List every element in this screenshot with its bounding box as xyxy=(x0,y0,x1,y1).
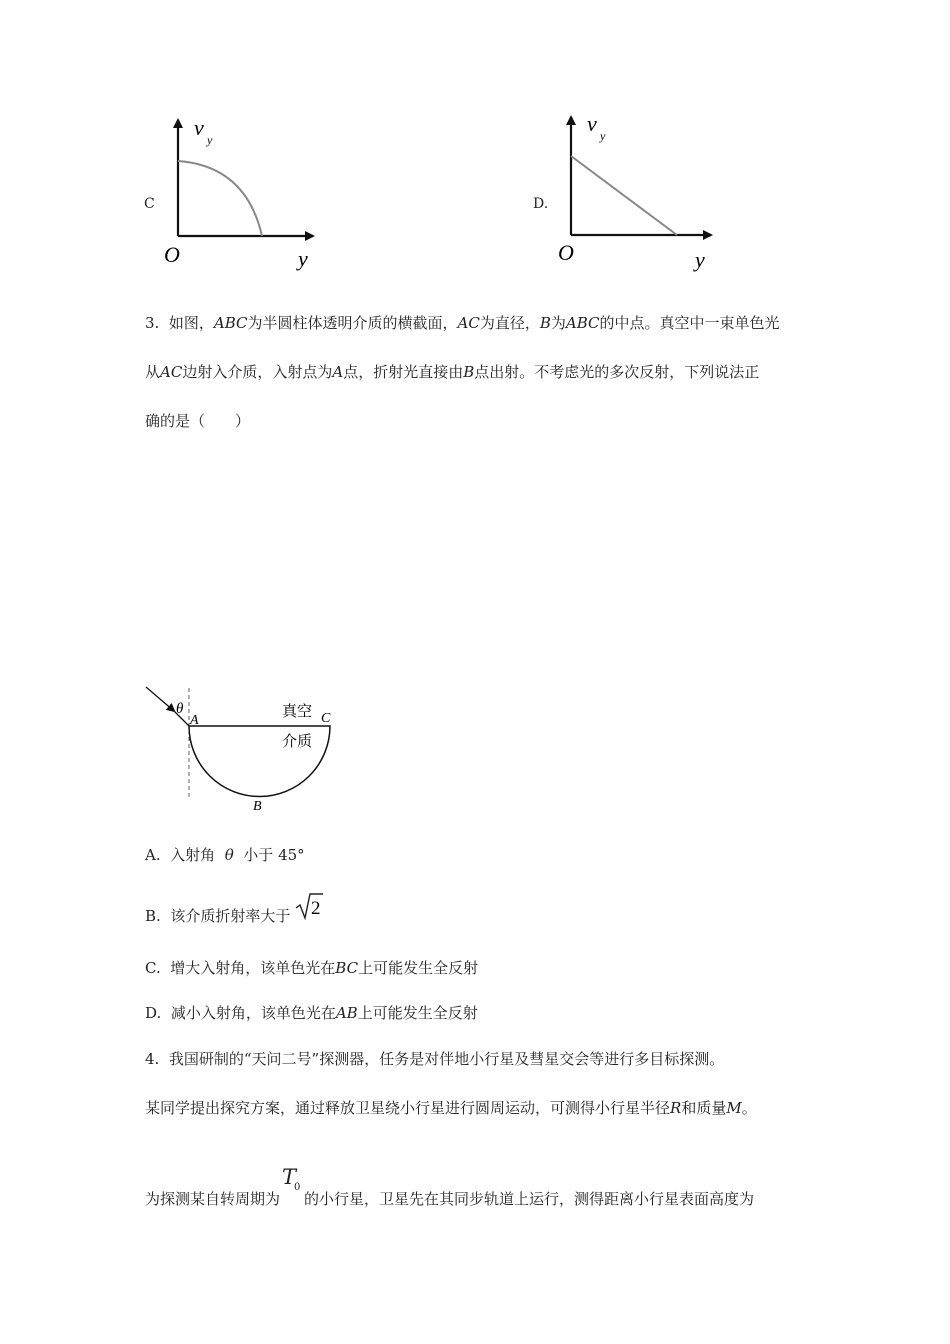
option-d-label: D. xyxy=(145,1004,162,1022)
sqrt-symbol xyxy=(295,892,323,920)
y-axis-label: v xyxy=(587,111,597,136)
question-number: 4. xyxy=(145,1050,160,1068)
y-axis-subscript: y xyxy=(600,129,606,143)
graph-d xyxy=(555,110,725,275)
point-c-label: C xyxy=(321,711,331,726)
graph-c xyxy=(160,110,330,275)
t0-symbol: T 0 xyxy=(282,1165,301,1193)
q4-line-2: 某同学提出探究方案，通过释放卫星绕小行星进行圆周运动，可测得小行星半径R和质量M。 xyxy=(145,1099,757,1117)
theta-label: θ xyxy=(176,701,184,717)
question-number: 3. xyxy=(145,314,160,332)
option-b[interactable]: B. 该介质折射率大于 2 xyxy=(145,892,323,922)
q3-line-2: 从AC边射入介质，入射点为A点，折射光直接由B点出射。不考虑光的多次反射，下列说法正 xyxy=(145,363,760,381)
option-c-label: C. xyxy=(145,959,161,977)
point-a-label: A xyxy=(190,713,199,728)
x-axis-label: y xyxy=(695,247,705,272)
origin-label: O xyxy=(558,240,574,265)
origin-label: O xyxy=(164,242,180,267)
x-axis-label: y xyxy=(298,246,308,271)
sqrt-radicand: 2 xyxy=(311,898,321,919)
option-a-label: A. xyxy=(145,846,161,864)
medium-label: 介质 xyxy=(282,734,313,750)
q3-line-3: 确的是（ ） xyxy=(145,412,251,430)
q3-line-1: 3. 如图，ABC为半圆柱体透明介质的横截面，AC为直径，B为ABC的中点。真空中一束单色光 xyxy=(145,314,780,332)
q4-line-1: 4. 我国研制的“天问二号”探测器，任务是对伴地小行星及彗星交会等进行多目标探测。 xyxy=(145,1050,725,1068)
incident-ray xyxy=(146,687,174,711)
option-a[interactable]: A. 入射角 θ 小于 45° xyxy=(145,846,305,864)
line xyxy=(571,156,677,235)
option-c-label: C xyxy=(144,196,155,212)
option-c[interactable]: C. 增大入射角，该单色光在BC上可能发生全反射 xyxy=(145,959,479,977)
option-d[interactable]: D. 减小入射角，该单色光在AB上可能发生全反射 xyxy=(145,1004,478,1022)
y-axis-subscript: y xyxy=(207,133,213,147)
option-b-label: B. xyxy=(145,907,161,925)
point-b-label: B xyxy=(253,799,262,814)
q4-line-3: 为探测某自转周期为 T 0 的小行星，卫星先在其同步轨道上运行，测得距离小行星表面高度为 xyxy=(145,1165,755,1208)
y-axis-label: v xyxy=(194,115,204,140)
curve xyxy=(178,161,262,236)
semicircle-figure xyxy=(140,680,350,820)
vacuum-label: 真空 xyxy=(282,704,313,720)
option-d-label: D. xyxy=(533,196,549,212)
